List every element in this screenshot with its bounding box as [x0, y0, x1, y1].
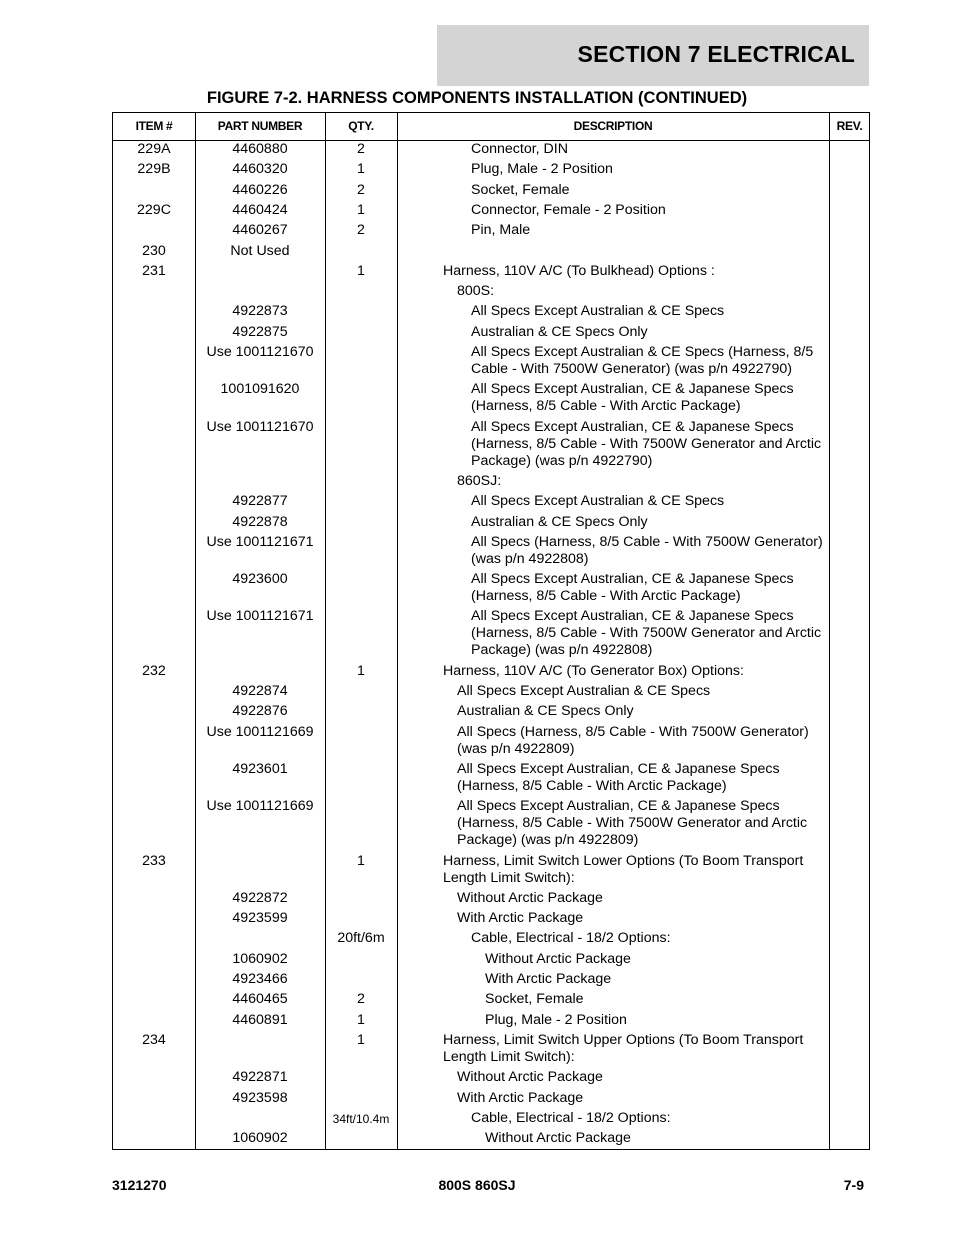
- description-line: All Specs Except Australian, CE & Japanese Specs: [457, 798, 780, 815]
- description-line: All Specs Except Australian, CE & Japanese Specs: [471, 571, 794, 588]
- description-line: All Specs Except Australian & CE Specs: [471, 303, 725, 320]
- description-line: (was p/n 4922809): [457, 740, 575, 757]
- item-number: 230: [142, 242, 166, 259]
- description-line: Without Arctic Package: [485, 1130, 631, 1147]
- page-number: 7-9: [843, 1177, 864, 1193]
- item-number: 234: [142, 1031, 166, 1048]
- description-line: All Specs Except Australian & CE Specs: [457, 683, 711, 699]
- description-line: (Harness, 8/5 Cable - With 7500W Generator and Arctic: [471, 625, 822, 642]
- part-number: 4460891: [232, 1011, 288, 1028]
- description-line: Socket, Female: [485, 991, 584, 1008]
- part-number: Use 1001121669: [206, 798, 314, 815]
- part-number: 1060902: [232, 950, 288, 967]
- column-header-description: DESCRIPTION: [573, 119, 653, 133]
- quantity: 1: [357, 161, 365, 178]
- quantity: 20ft/6m: [337, 930, 385, 947]
- description-line: Australian & CE Specs Only: [471, 513, 648, 530]
- part-number: 4460424: [232, 201, 288, 218]
- quantity: 1: [357, 852, 365, 869]
- description-line: Length Limit Switch):: [443, 869, 575, 886]
- description-line: All Specs Except Australian & CE Specs (Harness, 8/5: [471, 344, 814, 360]
- part-number: 1001091620: [220, 381, 300, 398]
- part-number: Use 1001121670: [206, 344, 314, 360]
- description-line: All Specs Except Australian & CE Specs: [471, 493, 725, 510]
- quantity: 2: [357, 181, 365, 198]
- part-number: Use 1001121669: [206, 723, 314, 740]
- item-number: 232: [142, 662, 166, 679]
- quantity: 2: [357, 991, 365, 1008]
- description-line: Cable, Electrical - 18/2 Options:: [471, 1109, 671, 1126]
- description-line: (Harness, 8/5 Cable - With 7500W Generator and Arctic: [471, 435, 822, 452]
- description-line: Package) (was p/n 4922808): [471, 642, 653, 659]
- description-line: All Specs Except Australian, CE & Japanese Specs: [471, 608, 794, 625]
- description-line: Cable, Electrical - 18/2 Options:: [471, 930, 671, 947]
- section-banner: [437, 25, 869, 86]
- figure-title: FIGURE 7-2. HARNESS COMPONENTS INSTALLATION (CONTINUED): [206, 89, 748, 107]
- description-line: Package) (was p/n 4922790): [471, 452, 653, 469]
- item-number: 229A: [137, 141, 171, 157]
- part-number: Not Used: [230, 242, 290, 259]
- model-numbers: 800S 860SJ: [438, 1177, 516, 1193]
- part-number: 4922873: [232, 303, 288, 320]
- description-line: Without Arctic Package: [457, 1069, 603, 1086]
- description-line: All Specs Except Australian, CE & Japanese Specs: [471, 418, 794, 435]
- description-line: (Harness, 8/5 Cable - With Arctic Package): [471, 588, 741, 605]
- quantity: 34ft/10.4m: [332, 1111, 390, 1126]
- parts-table: [112, 112, 870, 1150]
- part-number: Use 1001121670: [206, 418, 314, 435]
- column-header-rev: REV.: [836, 119, 863, 133]
- quantity: 1: [357, 662, 365, 679]
- part-number: 4922877: [232, 493, 288, 510]
- part-number: 4923466: [232, 971, 288, 987]
- part-number: Use 1001121671: [206, 608, 314, 625]
- part-number: 4460465: [232, 991, 288, 1008]
- item-number: 233: [142, 852, 166, 869]
- part-number: 4922874: [232, 683, 288, 699]
- description-line: 860SJ:: [457, 472, 502, 489]
- description-line: Australian & CE Specs Only: [471, 323, 648, 340]
- part-number: 4460880: [232, 141, 288, 157]
- description-line: Connector, Female - 2 Position: [471, 201, 666, 218]
- description-line: Connector, DIN: [471, 141, 568, 157]
- description-line: (Harness, 8/5 Cable - With Arctic Package): [471, 398, 741, 415]
- description-line: Harness, 110V A/C (To Bulkhead) Options :: [443, 262, 715, 279]
- description-line: Harness, Limit Switch Upper Options (To Boom Transport: [443, 1031, 804, 1048]
- description-line: (Harness, 8/5 Cable - With Arctic Package): [457, 777, 727, 794]
- part-number: 4923601: [232, 760, 288, 777]
- part-number: 4923598: [232, 1089, 288, 1106]
- description-line: Harness, 110V A/C (To Generator Box) Options:: [443, 662, 744, 679]
- description-line: Socket, Female: [471, 181, 570, 198]
- description-line: Australian & CE Specs Only: [457, 703, 634, 720]
- description-line: 800S:: [457, 283, 495, 300]
- description-line: Plug, Male - 2 Position: [485, 1011, 627, 1028]
- part-number: 4922876: [232, 703, 288, 720]
- item-number: 231: [142, 262, 166, 279]
- description-line: Without Arctic Package: [457, 889, 603, 906]
- part-number: Use 1001121671: [206, 533, 314, 550]
- part-number: 1060902: [232, 1130, 288, 1147]
- column-header-part-number: PART NUMBER: [217, 119, 303, 133]
- item-number: 229B: [137, 161, 171, 178]
- item-number: 229C: [137, 201, 171, 218]
- description-line: (Harness, 8/5 Cable - With 7500W Generator and Arctic: [457, 815, 808, 832]
- quantity: 2: [357, 222, 365, 239]
- quantity: 1: [357, 1011, 365, 1028]
- column-header-item: ITEM #: [135, 119, 173, 133]
- description-line: Pin, Male: [471, 222, 531, 239]
- part-number: 4922878: [232, 513, 288, 530]
- quantity: 1: [357, 1031, 365, 1048]
- description-line: All Specs (Harness, 8/5 Cable - With 7500W Generator): [457, 723, 809, 740]
- part-number: 4922872: [232, 889, 288, 906]
- description-line: Length Limit Switch):: [443, 1048, 575, 1065]
- description-line: (was p/n 4922808): [471, 550, 589, 567]
- part-number: 4922871: [232, 1069, 288, 1086]
- description-line: Harness, Limit Switch Lower Options (To Boom Transport: [443, 852, 804, 869]
- description-line: All Specs (Harness, 8/5 Cable - With 7500W Generator): [471, 533, 823, 550]
- part-number: 4460320: [232, 161, 288, 178]
- quantity: 2: [357, 141, 365, 157]
- quantity: 1: [357, 201, 365, 218]
- part-number: 4460267: [232, 222, 288, 239]
- description-line: Without Arctic Package: [485, 950, 631, 967]
- description-line: Cable - With 7500W Generator) (was p/n 4922790): [471, 361, 792, 377]
- part-number: 4922875: [232, 323, 288, 340]
- column-divider: [829, 113, 830, 1149]
- description-line: All Specs Except Australian, CE & Japanese Specs: [471, 381, 794, 398]
- description-line: Plug, Male - 2 Position: [471, 161, 613, 178]
- part-number: 4460226: [232, 181, 288, 198]
- column-divider: [397, 113, 398, 1149]
- description-line: All Specs Except Australian, CE & Japanese Specs: [457, 760, 780, 777]
- description-line: With Arctic Package: [485, 971, 612, 987]
- description-line: With Arctic Package: [457, 910, 584, 927]
- column-header-qty: QTY.: [348, 119, 374, 133]
- doc-number: 3121270: [112, 1177, 167, 1193]
- description-line: With Arctic Package: [457, 1089, 584, 1106]
- section-title: SECTION 7 ELECTRICAL: [577, 41, 855, 67]
- quantity: 1: [357, 262, 365, 279]
- description-line: Package) (was p/n 4922809): [457, 832, 639, 849]
- part-number: 4923600: [232, 571, 288, 588]
- part-number: 4923599: [232, 910, 288, 927]
